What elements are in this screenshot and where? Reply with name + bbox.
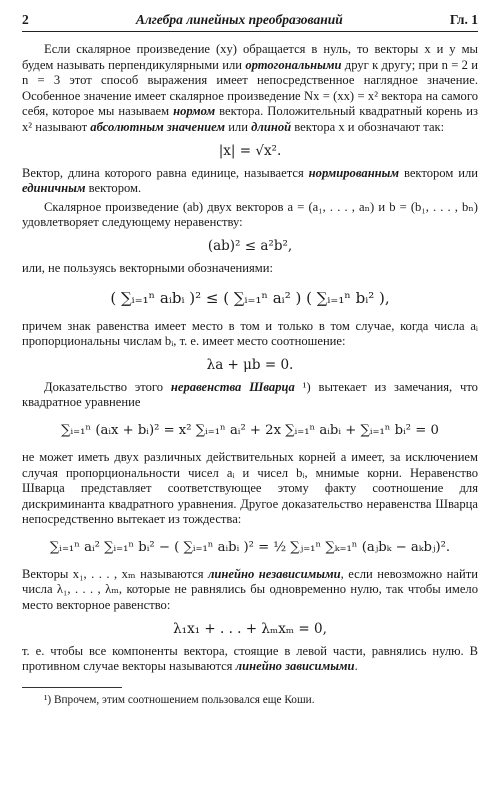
text-run: вектором. (85, 181, 142, 196)
term-schwarz-inequality: неравенства Шварца (170, 379, 295, 394)
paragraph-scalar-product: Скалярное произведение (ab) двух векторов a = (a₁, . . . , aₙ) и b = (b₁, . . . , bₙ) удовлетворяет следующему неравенству: (22, 199, 478, 230)
book-page (22, 12, 478, 707)
term-absolute-value: абсолютным значением (90, 119, 226, 134)
text-run: ¹) вытекает из замечания, что квадратное уравнение (22, 379, 478, 410)
text-run: Векторы x₁, . . . , xₘ называются (22, 566, 208, 581)
text-run: Если скалярное произведение (xy) обращается в нуль, то векторы x и y мы будем называть перпендикулярными или (22, 42, 478, 72)
page-number: 2 (22, 12, 29, 27)
running-title: Алгебра линейных преобразований (135, 12, 343, 27)
text-run: Доказательство этого (44, 379, 171, 394)
running-header (22, 12, 478, 32)
formula-schwarz-vector: (ab)² ≤ a²b², (207, 237, 293, 254)
paragraph-linear-dependence (22, 644, 478, 675)
text-run: , если невозможно найти числа λ₁, . . . , λₘ, которые не равнялись бы одновременно нулю, так чтобы имело место векторное равенство: (22, 566, 479, 613)
chapter-label: Гл. 1 (449, 12, 478, 27)
footnote-divider (22, 687, 122, 688)
formula-length: |x| = √x². (218, 142, 282, 159)
text-run: т. е. чтобы все компоненты вектора, стоящие в левой части, равнялись нулю. В противном случае векторы называются (22, 643, 478, 674)
formula-proportional: λa + μb = 0. (206, 356, 294, 373)
term-length: длиной (251, 119, 292, 134)
text-run: вектором или (399, 165, 478, 180)
text-run: друг к другу; при n = 2 и n = 3 этот способ выражения имеет непосредственное наглядное значение. Особенное значение имеет скалярное произведение Nx = (xx) = x² вектора на самого себя, которое мы называем (22, 57, 478, 119)
paragraph-equality-case: причем знак равенства имеет место в том и только в том случае, когда числа aᵢ пропорциональны числам bᵢ, т. е. имеет место соотношение: (22, 318, 478, 349)
text-run: . (354, 659, 358, 674)
formula-schwarz-sums: ( ∑ᵢ₌₁ⁿ aᵢbᵢ )² ≤ ( ∑ᵢ₌₁ⁿ aᵢ² ) ( ∑ᵢ₌₁ⁿ bᵢ² ), (110, 288, 390, 307)
text-run: Вектор, длина которого равна единице, называется (22, 165, 309, 180)
term-linearly-dependent: линейно зависимыми (235, 659, 355, 674)
term-linearly-independent: линейно независимыми (207, 566, 341, 581)
paragraph-linear-independence (22, 567, 478, 614)
text-run: вектора x и обозначают так: (291, 119, 445, 134)
formula-quadratic: ∑ᵢ₌₁ⁿ (aᵢx + bᵢ)² = x² ∑ᵢ₌₁ⁿ aᵢ² + 2x ∑ᵢ₌₁ⁿ aᵢbᵢ + ∑ᵢ₌₁ⁿ bᵢ² = 0 (61, 422, 439, 438)
formula-identity: ∑ᵢ₌₁ⁿ aᵢ² ∑ᵢ₌₁ⁿ bᵢ² − ( ∑ᵢ₌₁ⁿ aᵢbᵢ )² = ½ ∑ⱼ₌₁ⁿ ∑ₖ₌₁ⁿ (aⱼbₖ − aₖbⱼ)². (49, 539, 451, 555)
formula-linear-combination: λ₁x₁ + . . . + λₘxₘ = 0, (173, 620, 327, 637)
text-run: или (225, 119, 252, 134)
text-run: вектора. Положительный квадратный корень из x² называют (22, 104, 478, 134)
term-unit: единичным (22, 181, 86, 196)
paragraph-normalized (22, 166, 478, 197)
term-normalized: нормированным (308, 165, 400, 180)
paragraph-orthogonal (22, 42, 478, 136)
footnote: ¹) Впрочем, этим соотношением пользовался еще Коши. (44, 693, 315, 706)
term-orthogonal: ортогональными (245, 57, 342, 72)
term-norm: нормом (173, 104, 216, 119)
paragraph-proof (22, 380, 478, 411)
paragraph-discriminant: не может иметь двух различных действительных корней а имеет, за исключением случая пропорциональности чисел aᵢ и чисел bᵢ, мнимые корни. Неравенство Шварца представляет соответствующее этому факту соотношение для дискриминанта квадратного уравнения. Другое доказательство неравенства Шварца непосредственно вытекает из тождества: (22, 449, 478, 527)
paragraph-without-vectors: или, не пользуясь векторными обозначениями: (22, 260, 274, 275)
